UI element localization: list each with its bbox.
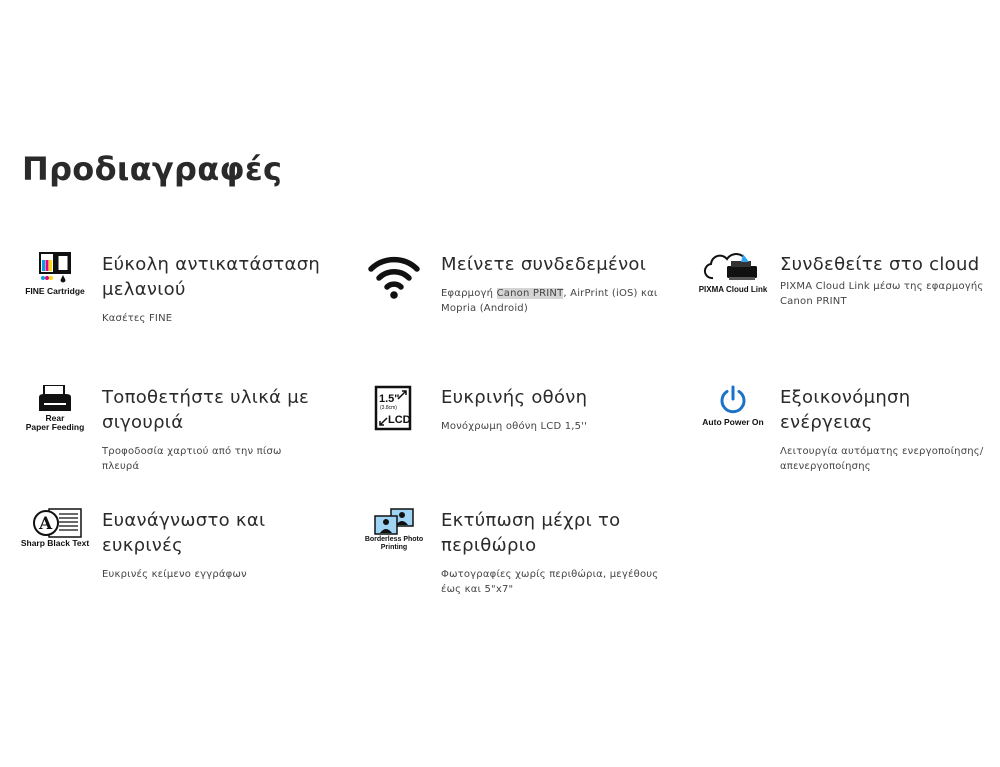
feature-description: PIXMA Cloud Link μέσω της εφαρμογής Canon PRINT bbox=[780, 281, 984, 307]
sharp-text-icon bbox=[22, 508, 88, 574]
icon-caption: Borderless Photo bbox=[364, 536, 424, 543]
icon-caption: Auto Power On bbox=[702, 417, 764, 427]
feature-title: Εκτύπωση μέχρι το περιθώριο bbox=[441, 510, 621, 556]
lcd-size-cm-label: (3.8cm) bbox=[380, 405, 397, 411]
feature-description: Λειτουργία αυτόματης ενεργοποίησης/ απενεργοποίησης bbox=[780, 446, 984, 472]
icon-caption: Paper Feeding bbox=[25, 422, 85, 432]
power-icon bbox=[700, 385, 766, 451]
page-title: Προδιαγραφές bbox=[22, 150, 283, 188]
feature-title: Συνδεθείτε στο cloud bbox=[780, 254, 980, 275]
icon-caption: Sharp Black Text bbox=[20, 538, 90, 548]
highlighted-text: Canon PRINT bbox=[496, 288, 564, 299]
feature-description: Ευκρινές κείμενο εγγράφων bbox=[102, 569, 247, 580]
lcd-size-label: 1.5" bbox=[379, 393, 400, 405]
feature-title: Μείνετε συνδεδεμένοι bbox=[441, 254, 647, 275]
feature-title: Εύκολη αντικατάσταση μελανιού bbox=[102, 254, 321, 300]
feature-description: Κασέτες FINE bbox=[102, 313, 173, 324]
cloud-printer-icon bbox=[700, 252, 766, 318]
magnified-letter: A bbox=[39, 514, 53, 534]
feature-title: Τοποθετήστε υλικά με σιγουριά bbox=[102, 387, 310, 433]
borderless-photo-icon bbox=[361, 508, 427, 574]
icon-caption: Printing bbox=[380, 544, 408, 551]
feature-title: Εξοικονόμηση ενέργειας bbox=[780, 387, 911, 433]
wifi-icon bbox=[361, 252, 427, 318]
rear-paper-feeding-icon bbox=[22, 385, 88, 451]
fine-cartridge-icon bbox=[22, 252, 88, 318]
feature-description: Εφαρμογή Canon PRINT, AirPrint (iOS) και Mopria (Android) bbox=[441, 288, 658, 314]
feature-description: Φωτογραφίες χωρίς περιθώρια, μεγέθους έως και 5"x7" bbox=[441, 569, 659, 595]
feature-title: Ευκρινής οθόνη bbox=[441, 387, 588, 408]
feature-title: Ευανάγνωστο και ευκρινές bbox=[102, 510, 266, 556]
icon-caption: PIXMA Cloud Link bbox=[698, 285, 768, 294]
lcd-label: LCD bbox=[388, 414, 411, 426]
feature-description: Τροφοδοσία χαρτιού από την πίσω πλευρά bbox=[102, 446, 282, 472]
feature-description: Μονόχρωμη οθόνη LCD 1,5'' bbox=[441, 421, 588, 432]
icon-caption: Rear bbox=[45, 413, 65, 423]
lcd-screen-icon bbox=[361, 385, 427, 451]
icon-caption: FINE Cartridge bbox=[25, 286, 85, 296]
